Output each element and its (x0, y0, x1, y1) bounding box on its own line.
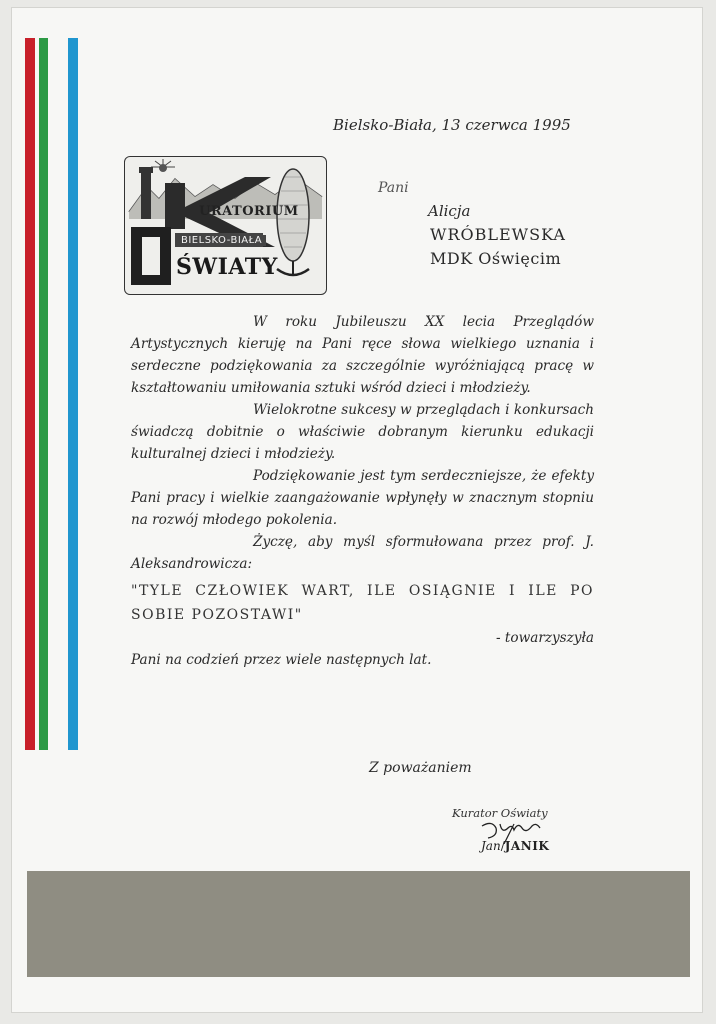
paragraph-2: Wielokrotne sukcesy w przeglądach i konkursach świadczą dobitnie o właściwie dobranym kierunku edukacji kulturalnej dzieci i młodzieży. (131, 402, 594, 462)
paragraph-1: W roku Jubileuszu XX lecia Przeglądów Artystycznych kieruję na Pani ręce słowa wielkiego uznania i serdeczne podziękowania za szczególnie wyróżniającą pracę w kształtowaniu umiłowania sztuki wśród dzieci i młodzieży. (131, 314, 594, 396)
logo-text-city: BIELSKO-BIAŁA (177, 235, 266, 246)
recipient-salutation: Pani (378, 180, 409, 196)
signature-title: Kurator Oświaty (452, 806, 548, 820)
signature-first-name: Jan (481, 839, 501, 853)
blue-stripe (68, 38, 78, 750)
closing-phrase: Z poważaniem (369, 760, 472, 776)
signature-name: Jan/JANIK (481, 839, 550, 853)
after-quote-line-1: - towarzyszyła (496, 630, 594, 646)
letter-body (131, 311, 594, 671)
recipient-first-name: Alicja (428, 202, 471, 220)
scan-gray-band (27, 871, 690, 977)
paragraph-3: Podziękowanie jest tym serdeczniejsze, że efekty Pani pracy i wielkie zaangażowanie wpłynęły w znacznym stopniu na rozwój młodego pokolenia. (131, 468, 594, 528)
letter-date: Bielsko-Biała, 13 czerwca 1995 (333, 116, 571, 134)
logo-text-kuratorium: URATORIUM (199, 204, 299, 219)
red-stripe (25, 38, 35, 750)
aleksandrowicz-quote: "TYLE CZŁOWIEK WART, ILE OSIĄGNIE I ILE PO SOBIE POZOSTAWI" (131, 583, 594, 623)
recipient-organization: MDK Oświęcim (430, 249, 562, 268)
green-stripe (39, 38, 48, 750)
paragraph-4: Życzę, aby myśl sformułowana przez prof. J. Aleksandrowicza: (131, 534, 594, 572)
kuratorium-logo (124, 156, 327, 295)
recipient-surname: WRÓBLEWSKA (430, 225, 566, 244)
after-quote-line-2: Pani na codzień przez wiele następnych lat. (131, 652, 432, 668)
signature-last-name: JANIK (504, 839, 550, 853)
logo-text-oswiaty: ŚWIATY (176, 254, 278, 280)
